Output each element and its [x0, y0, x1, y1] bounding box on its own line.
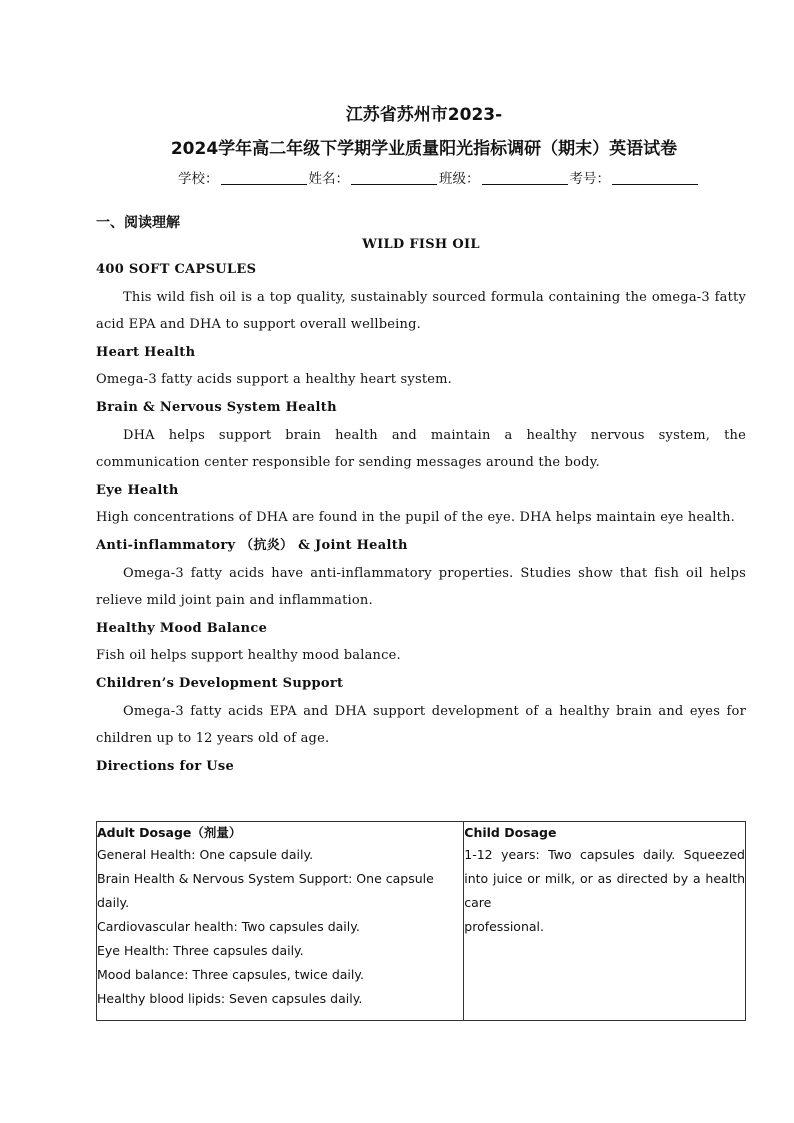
adult-dosage-item: General Health: One capsule daily. [97, 847, 314, 862]
directions-heading: Directions for Use [96, 758, 235, 774]
child-dosage-header: Child Dosage [464, 825, 557, 840]
dosage-table [96, 821, 746, 1021]
adult-dosage-item: Healthy blood lipids: Seven capsules daily. [97, 991, 363, 1006]
name-label: 姓名： [308, 171, 349, 187]
table-row [97, 822, 746, 1021]
intro-paragraph: This wild fish oil is a top quality, sustainably sourced formula containing the omega-3 fatty acid EPA and DHA to support overall wellbeing. [96, 289, 746, 333]
eye-heading: Eye Health [96, 482, 179, 498]
exam-title-line-2: 2024学年高二年级下学期学业质量阳光指标调研（期末）英语试卷 [170, 139, 678, 159]
passage-subtitle: 400 SOFT CAPSULES [96, 262, 257, 277]
adult-dosage-header: Adult Dosage（剂量） [97, 825, 242, 840]
document-page [96, 100, 746, 780]
children-paragraph: Omega-3 fatty acids EPA and DHA support development of a healthy brain and eyes for children up to 12 years old of age. [96, 703, 746, 747]
heart-heading: Heart Health [96, 344, 196, 360]
mood-heading: Healthy Mood Balance [96, 620, 268, 636]
heart-paragraph: Omega-3 fatty acids support a healthy heart system. [96, 372, 453, 388]
adult-dosage-item: Cardiovascular health: Two capsules daily. [97, 919, 360, 934]
anti-inflammatory-paragraph: Omega-3 fatty acids have anti-inflammatory properties. Studies show that fish oil helps relieve mild joint pain and inflammation. [96, 565, 746, 609]
adult-dosage-item: Mood balance: Three capsules, twice daily. [97, 967, 364, 982]
passage-title: WILD FISH OIL [362, 237, 480, 252]
number-blank[interactable] [612, 170, 698, 185]
adult-dosage-item: Eye Health: Three capsules daily. [97, 943, 304, 958]
eye-paragraph: High concentrations of DHA are found in the pupil of the eye. DHA helps maintain eye health. [96, 510, 735, 526]
child-dosage-cell [464, 822, 746, 1021]
adult-dosage-cell [97, 822, 464, 1021]
brain-paragraph: DHA helps support brain health and maintain a healthy nervous system, the communication center responsible for sending messages around the body. [96, 427, 746, 471]
school-label: 学校： [178, 171, 219, 187]
adult-dosage-item: Brain Health & Nervous System Support: One capsule daily. [97, 871, 434, 910]
name-blank[interactable] [351, 170, 437, 185]
child-dosage-text: 1-12 years: Two capsules daily. Squeezed into juice or milk, or as directed by a health care [464, 847, 745, 910]
exam-title-line-1: 江苏省苏州市2023- [345, 105, 503, 125]
brain-heading: Brain & Nervous System Health [96, 399, 337, 415]
class-blank[interactable] [482, 170, 568, 185]
child-dosage-text-continued: professional. [464, 919, 544, 934]
student-info-line [96, 166, 746, 192]
children-heading: Children’s Development Support [96, 675, 344, 691]
school-blank[interactable] [221, 170, 307, 185]
mood-paragraph: Fish oil helps support healthy mood balance. [96, 648, 401, 664]
section-heading: 一、阅读理解 [96, 215, 180, 231]
class-label: 班级： [439, 171, 480, 187]
anti-inflammatory-heading: Anti-inflammatory （抗炎） & Joint Health [96, 537, 408, 553]
number-label: 考号： [569, 171, 610, 187]
